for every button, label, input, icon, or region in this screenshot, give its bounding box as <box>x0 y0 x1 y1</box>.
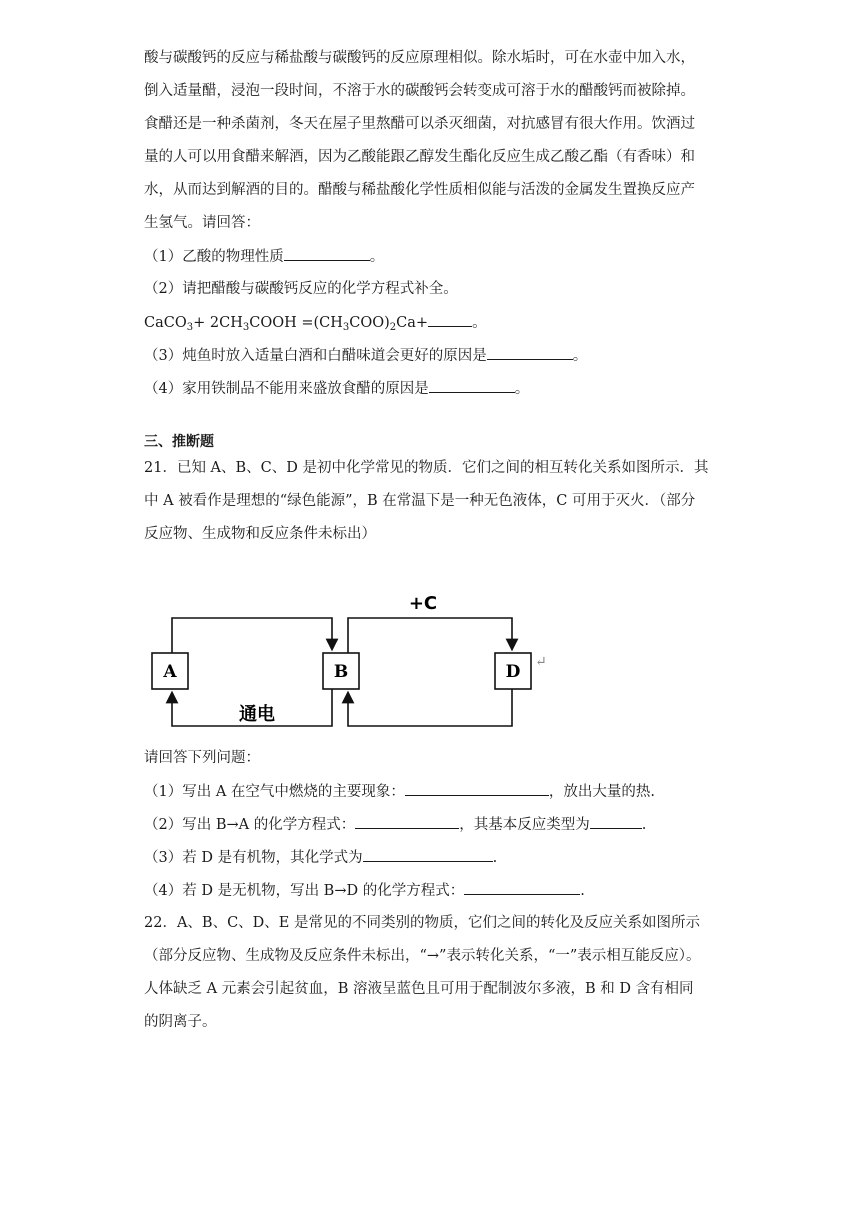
q21-sub1-end: ，放出大量的热. <box>548 784 656 800</box>
q20-sub3-text: （3）炖鱼时放入适量白酒和白醋味道会更好的原因是 <box>144 348 487 364</box>
arrow-b-to-d <box>348 618 512 653</box>
q21-sub2 <box>144 814 646 835</box>
q20-sub4-end: 。 <box>514 381 530 397</box>
box-b-label: B <box>333 662 349 682</box>
q21-prompt: 请回答下列问题： <box>144 750 260 766</box>
q22-line: 22．A、B、C、D、E 是常见的不同类别的物质，它们之间的转化及反应关系如图所示 <box>144 915 700 931</box>
q21-sub3 <box>144 847 497 868</box>
answer-blank[interactable] <box>355 814 459 829</box>
answer-blank[interactable] <box>590 814 642 829</box>
answer-blank[interactable] <box>405 781 549 796</box>
q22-line: 的阴离子。 <box>144 1014 217 1030</box>
arrow-a-to-b <box>172 618 332 653</box>
return-mark: ↵ <box>535 654 547 670</box>
answer-blank[interactable] <box>429 378 515 393</box>
eq-subscript: 3 <box>342 322 350 333</box>
q22-line: 人体缺乏 A 元素会引起贫血，B 溶液呈蓝色且可用于配制波尔多液，B 和 D 含有相同 <box>144 981 694 997</box>
answer-blank[interactable] <box>363 847 493 862</box>
q21-sub1-text: （1）写出 A 在空气中燃烧的主要现象： <box>144 784 405 800</box>
conversion-diagram <box>140 588 560 730</box>
q20-sub3 <box>144 345 587 366</box>
q21-sub2-mid: ，其基本反应类型为 <box>459 817 590 833</box>
box-a-label: A <box>163 662 177 682</box>
q21-sub4-end: . <box>580 883 585 899</box>
eq-subscript: 3 <box>242 322 250 333</box>
passage-line: 食醋还是一种杀菌剂，冬天在屋子里熬醋可以杀灭细菌，对抗感冒有很大作用。饮酒过 <box>144 116 695 132</box>
q21-sub1 <box>144 781 655 802</box>
q20-sub4-text: （4）家用铁制品不能用来盛放食醋的原因是 <box>144 381 429 397</box>
answer-blank[interactable] <box>428 312 472 327</box>
q21-line: 中 A 被看作是理想的“绿色能源”，B 在常温下是一种无色液体，C 可用于灭火．（部分 <box>144 493 696 509</box>
eq-part: COOH =(CH <box>249 315 343 331</box>
q22-line: （部分反应物、生成物及反应条件未标出，“→”表示转化关系，“一”表示相互能反应）。 <box>144 948 701 964</box>
q20-sub3-end: 。 <box>572 348 588 364</box>
q21-line: 反应物、生成物和反应条件未标出） <box>144 526 376 542</box>
q21-line: 21．已知 A、B、C、D 是初中化学常见的物质．它们之间的相互转化关系如图所示．其 <box>144 460 709 476</box>
q20-sub4 <box>144 378 529 399</box>
q21-sub2-text: （2）写出 B→A 的化学方程式： <box>144 817 356 833</box>
q20-sub2: （2）请把醋酸与碳酸钙反应的化学方程式补全。 <box>144 281 458 297</box>
chem-equation <box>144 312 487 333</box>
passage-line: 生氢气。请回答： <box>144 215 260 231</box>
answer-blank[interactable] <box>284 246 370 261</box>
label-electrolysis: 通电 <box>239 704 275 725</box>
arrow-d-to-b <box>348 689 512 726</box>
eq-part: COO) <box>349 315 390 331</box>
eq-subscript: 2 <box>389 322 397 333</box>
passage-line: 水，从而达到解酒的目的。醋酸与稀盐酸化学性质相似能与活泼的金属发生置换反应产 <box>144 182 695 198</box>
label-plus-c: +C <box>408 593 438 614</box>
answer-blank[interactable] <box>487 345 573 360</box>
passage-line: 倒入适量醋，浸泡一段时间，不溶于水的碳酸钙会转变成可溶于水的醋酸钙而被除掉。 <box>144 83 695 99</box>
q20-sub1-end: 。 <box>369 249 385 265</box>
q21-sub2-end: . <box>641 817 647 833</box>
q21-sub3-end: . <box>492 850 498 866</box>
q21-sub3-text: （3）若 D 是有机物，其化学式为 <box>144 850 363 866</box>
q21-sub4 <box>144 880 585 901</box>
q21-sub4-text: （4）若 D 是无机物，写出 B→D 的化学方程式： <box>144 883 465 899</box>
q20-sub1 <box>144 246 384 267</box>
eq-end: 。 <box>472 315 487 331</box>
answer-blank[interactable] <box>464 880 580 895</box>
eq-part: + 2CH <box>193 315 243 331</box>
eq-subscript: 3 <box>186 322 194 333</box>
q20-sub1-text: （1）乙酸的物理性质 <box>144 249 284 265</box>
box-d-label: D <box>505 662 521 682</box>
section-title: 三、推断题 <box>144 434 214 450</box>
eq-part: Ca+ <box>396 315 429 331</box>
passage-line: 酸与碳酸钙的反应与稀盐酸与碳酸钙的反应原理相似。除水垢时，可在水壶中加入水， <box>144 50 695 66</box>
passage-line: 量的人可以用食醋来解酒，因为乙酸能跟乙醇发生酯化反应生成乙酸乙酯（有香味）和 <box>144 149 695 165</box>
eq-part: CaCO <box>144 315 187 331</box>
